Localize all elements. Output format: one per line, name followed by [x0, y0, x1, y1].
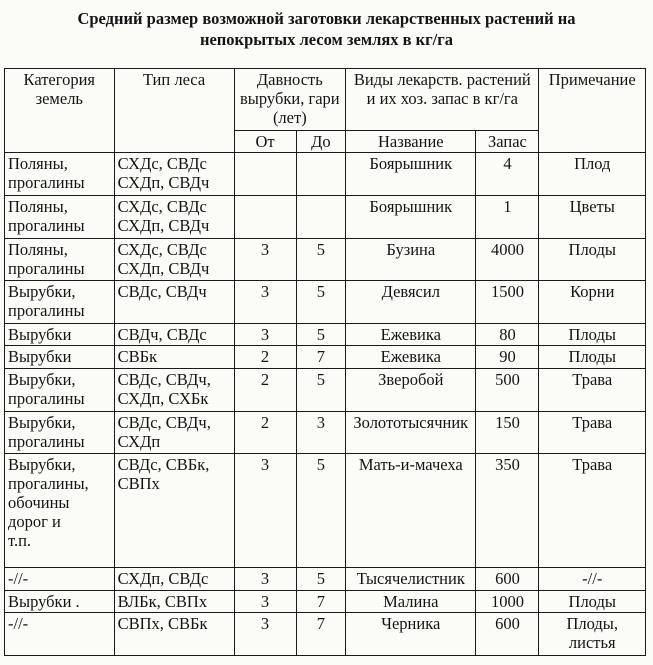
table-row [5, 590, 646, 612]
cell-age-to [296, 153, 346, 196]
cell-category: Поляны, прогалины [5, 238, 115, 281]
cell-forest-type: СВБк [114, 346, 234, 368]
table-row [5, 324, 646, 346]
cell-species-name: Боярышник [346, 153, 476, 196]
cell-note: Плоды, листья [539, 613, 646, 656]
cell-age-to: 5 [296, 238, 346, 281]
table-body [5, 153, 646, 656]
cell-species-name: Зверобой [346, 368, 476, 411]
cell-category: Вырубки [5, 324, 115, 346]
cell-species-name: Ежевика [346, 324, 476, 346]
cell-species-stock: 90 [476, 346, 539, 368]
cell-age-to: 5 [296, 568, 346, 590]
cell-species-name: Бузина [346, 238, 476, 281]
cell-species-name: Мать-и-мачеха [346, 454, 476, 568]
cell-age-from: 3 [234, 613, 296, 656]
cell-age-from [234, 153, 296, 196]
cell-note: Корни [539, 281, 646, 324]
table-row [5, 368, 646, 411]
cell-forest-type: СВДс, СВДч, СХДп [114, 411, 234, 454]
cell-forest-type: СВДс, СВБк, СВПх [114, 454, 234, 568]
cell-species-stock: 600 [476, 568, 539, 590]
cell-forest-type: СВДс, СВДч, СХДп, СХБк [114, 368, 234, 411]
cell-species-stock: 4 [476, 153, 539, 196]
cell-category: -//- [5, 568, 115, 590]
table-row [5, 238, 646, 281]
cell-note: Цветы [539, 195, 646, 238]
cell-species-name: Боярышник [346, 195, 476, 238]
cell-age-from: 3 [234, 324, 296, 346]
cell-note: Плоды [539, 590, 646, 612]
cell-category: Поляны, прогалины [5, 153, 115, 196]
cell-age-from: 2 [234, 411, 296, 454]
cell-age-from: 3 [234, 568, 296, 590]
cell-age-to: 7 [296, 346, 346, 368]
cell-species-name: Тысячелистник [346, 568, 476, 590]
cell-age-from: 3 [234, 590, 296, 612]
cell-forest-type: СХДс, СВДс СХДп, СВДч [114, 238, 234, 281]
cell-age-to: 7 [296, 613, 346, 656]
cell-forest-type: ВЛБк, СВПх [114, 590, 234, 612]
cell-age-from: 3 [234, 238, 296, 281]
table-row [5, 346, 646, 368]
harvest-table [4, 68, 646, 656]
title-line-1: Средний размер возможной заготовки лекарственных растений на [77, 9, 576, 28]
cell-species-stock: 1500 [476, 281, 539, 324]
cell-note: Плоды [539, 324, 646, 346]
header-species: Виды лекарств. растений и их хоз. запас в кг/га [346, 69, 539, 131]
header-note: Примечание [539, 69, 646, 153]
cell-category: Вырубки, прогалины [5, 281, 115, 324]
cell-category: Вырубки, прогалины [5, 411, 115, 454]
cell-note: -//- [539, 568, 646, 590]
cell-note: Плод [539, 153, 646, 196]
cell-age-to: 5 [296, 324, 346, 346]
cell-age-to: 7 [296, 590, 346, 612]
cell-species-name: Девясил [346, 281, 476, 324]
cell-category: Вырубки [5, 346, 115, 368]
header-species-stock: Запас [476, 131, 539, 153]
cell-age-to: 5 [296, 281, 346, 324]
cell-species-name: Малина [346, 590, 476, 612]
header-age: Давность вырубки, гари (лет) [234, 69, 346, 131]
cell-category: Поляны, прогалины [5, 195, 115, 238]
cell-species-stock: 500 [476, 368, 539, 411]
cell-note: Плоды [539, 238, 646, 281]
cell-age-to: 3 [296, 411, 346, 454]
cell-age-from: 2 [234, 368, 296, 411]
table-row [5, 568, 646, 590]
cell-age-from [234, 195, 296, 238]
table-row [5, 281, 646, 324]
cell-age-to [296, 195, 346, 238]
cell-note: Трава [539, 454, 646, 568]
cell-age-to: 5 [296, 454, 346, 568]
document-title [0, 8, 653, 50]
cell-category: Вырубки . [5, 590, 115, 612]
cell-species-stock: 1000 [476, 590, 539, 612]
cell-species-stock: 600 [476, 613, 539, 656]
cell-species-stock: 1 [476, 195, 539, 238]
cell-forest-type: СВПх, СВБк [114, 613, 234, 656]
cell-category: Вырубки, прогалины, обочины дорог и т.п. [5, 454, 115, 568]
cell-species-stock: 4000 [476, 238, 539, 281]
header-category: Категория земель [5, 69, 115, 153]
cell-forest-type: СХДс, СВДс СХДп, СВДч [114, 153, 234, 196]
cell-note: Трава [539, 368, 646, 411]
table-row [5, 613, 646, 656]
cell-age-from: 3 [234, 454, 296, 568]
cell-forest-type: СВДч, СВДс [114, 324, 234, 346]
header-forest-type: Тип леса [114, 69, 234, 153]
header-age-to: До [296, 131, 346, 153]
cell-age-from: 2 [234, 346, 296, 368]
cell-species-name: Золототысячник [346, 411, 476, 454]
cell-note: Плоды [539, 346, 646, 368]
cell-category: Вырубки, прогалины [5, 368, 115, 411]
cell-category: -//- [5, 613, 115, 656]
table-row [5, 195, 646, 238]
cell-age-from: 3 [234, 281, 296, 324]
cell-age-to: 5 [296, 368, 346, 411]
table-row [5, 411, 646, 454]
cell-species-stock: 150 [476, 411, 539, 454]
cell-species-stock: 80 [476, 324, 539, 346]
header-age-from: От [234, 131, 296, 153]
cell-forest-type: СВДс, СВДч [114, 281, 234, 324]
cell-species-stock: 350 [476, 454, 539, 568]
table-row [5, 454, 646, 568]
cell-forest-type: СХДс, СВДс СХДп, СВДч [114, 195, 234, 238]
cell-note: Трава [539, 411, 646, 454]
title-line-2: непокрытых лесом землях в кг/га [199, 30, 454, 49]
cell-species-name: Черника [346, 613, 476, 656]
table-row [5, 153, 646, 196]
cell-forest-type: СХДп, СВДс [114, 568, 234, 590]
header-species-name: Название [346, 131, 476, 153]
cell-species-name: Ежевика [346, 346, 476, 368]
